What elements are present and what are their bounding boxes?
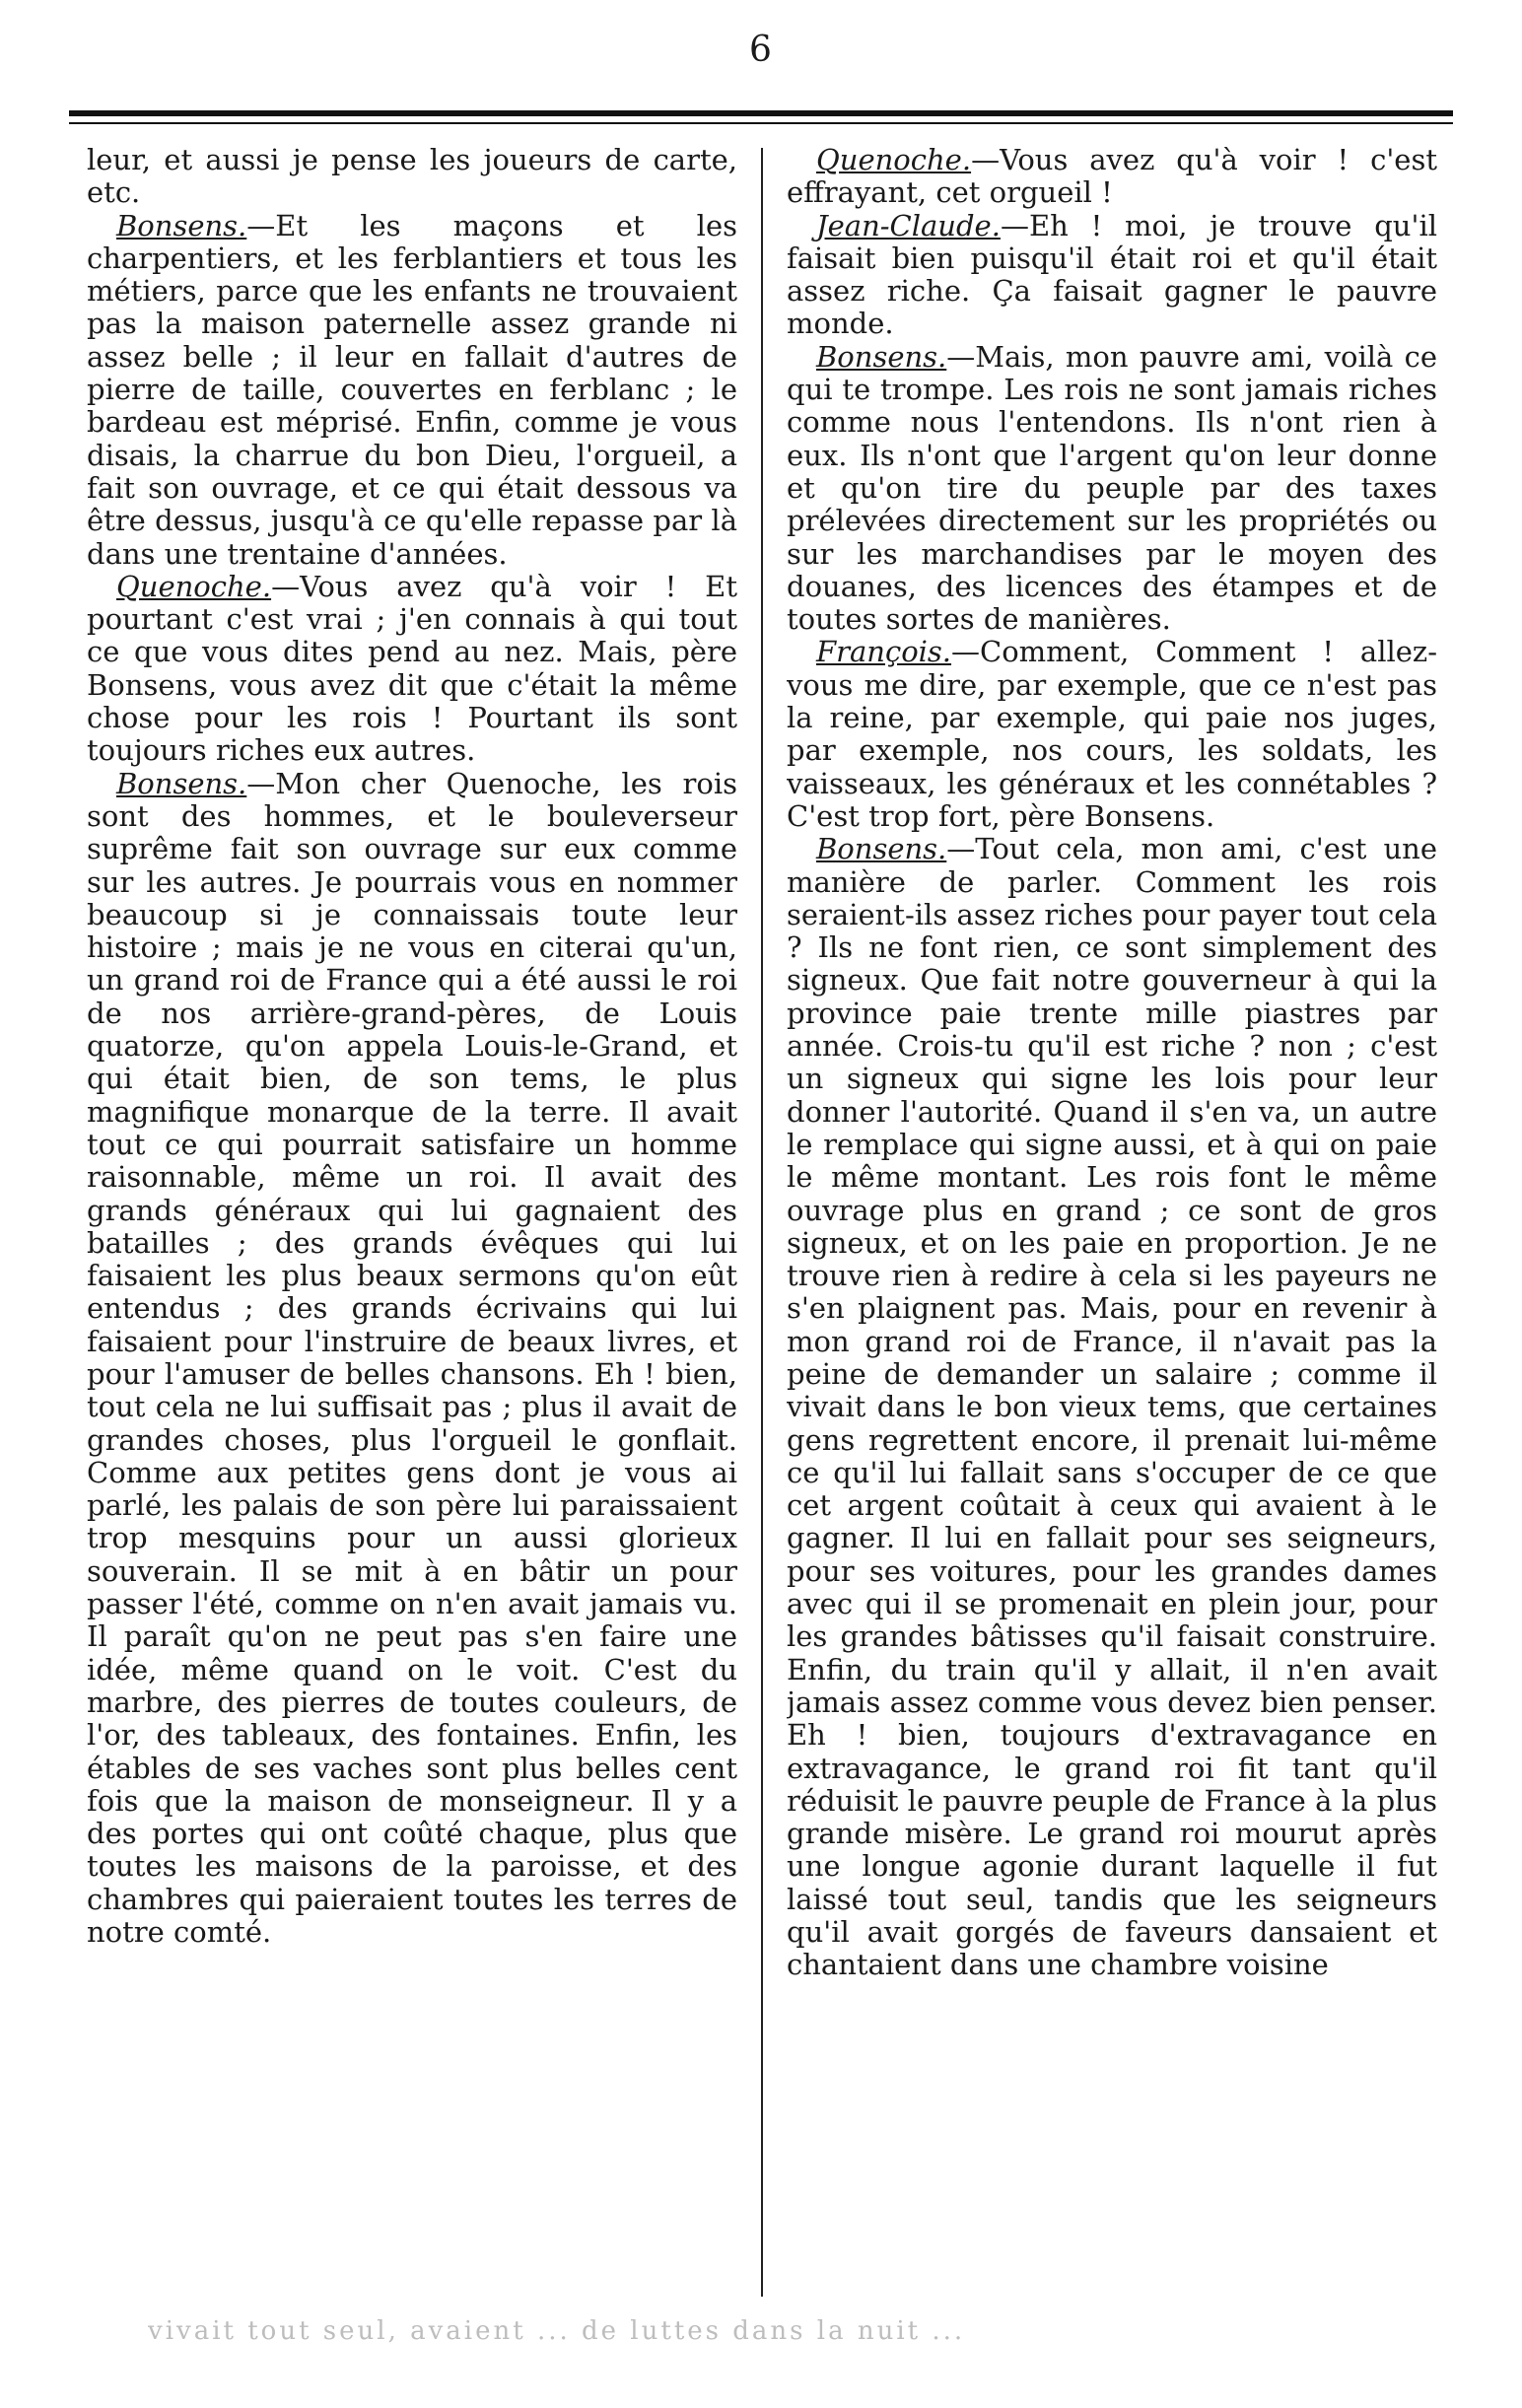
paragraph-text: —Tout cela, mon ami, c'est une manière de parler. Comment les rois seraient-ils assez riches pour payer tout cela ? Ils ne font rien, ce sont simplement des signeux. Que fait notre gouverneur à qui la province paie trente mille piastres par année. Crois-tu qu'il est riche ? non ; c'est un signeux qui signe les lois pour leur donner l'autorité. Quand il s'en va, un autre le remplace qui signe aussi, et à qui on paie le même montant. Les rois font le même ouvrage plus en grand ; ce sont de gros signeux, et on les paie en proportion. Je ne trouve rien à redire à cela si les payeurs ne s'en plaignent pas. Mais, pour en revenir à mon grand roi de France, il n'avait pas la peine de demander un salaire ; comme il vivait dans le bon vieux tems, que certaines gens regrettent encore, il prenait lui-même ce qu'il lui fallait sans s'occuper de ce que cet argent coûtait à ceux qui avaient à le gagner. Il lui en fallait pour ses seigneurs, pour ses voitures, pour les grandes dames avec qui il se promenait en plein jour, pour les grandes bâtisses qu'il faisait construire. Enfin, du train qu'il y allait, il n'en avait jamais assez comme vous devez bien penser. Eh ! bien, toujours d'extravagance en extravagance, le grand roi fit tant qu'il réduisit le pauvre peuple de France à la plus grande misère. Le grand roi mourut après une longue agonie durant laquelle il fut laissé tout seul, tandis que les seigneurs qu'il avait gorgés de faveurs dansaient et chantaient dans une chambre voisine bbox=[787, 832, 1437, 1982]
paragraph-text: —Et les maçons et les charpentiers, et les ferblantiers et tous les métiers, parce que les enfants ne trouvaient pas la maison paternelle assez grande ni assez belle ; il leur en fallait d'autres de pierre de taille, couvertes en ferblanc ; le bardeau est méprisé. Enfin, comme je vous disais, la charrue du bon Dieu, l'orgueil, a fait son ouvrage, et ce qui était dessous va être dessus, jusqu'à ce qu'elle repasse par là dans une trentaine d'années. bbox=[87, 208, 737, 571]
paragraph-text: —Comment, Comment ! allez-vous me dire, par exemple, que ce n'est pas la reine, par exemple, qui paie nos juges, par exemple, nos cours, les soldats, les vaisseaux, les généraux et les connétables ? C'est trop fort, père Bonsens. bbox=[787, 635, 1437, 833]
speaker-name: Bonsens. bbox=[116, 766, 247, 800]
paragraph bbox=[787, 210, 1437, 341]
speaker-name: François. bbox=[816, 635, 952, 669]
paragraph bbox=[787, 833, 1437, 1981]
speaker-name: Bonsens. bbox=[816, 832, 947, 866]
right-column bbox=[787, 144, 1437, 2303]
paragraph bbox=[787, 636, 1437, 833]
paragraph-text: leur, et aussi je pense les joueurs de carte, etc. bbox=[87, 144, 737, 210]
paragraph-text: —Vous avez qu'à voir ! Et pourtant c'est vrai ; j'en connais à qui tout ce que vous dites pend au nez. Mais, père Bonsens, vous avez dit que c'était la même chose pour les rois ! Pourtant ils sont toujours riches eux autres. bbox=[87, 569, 737, 768]
paragraph bbox=[87, 571, 737, 768]
speaker-name: Quenoche. bbox=[116, 569, 272, 603]
header-rule-thin bbox=[69, 122, 1453, 124]
paragraph-text: —Vous avez qu'à voir ! c'est effrayant, cet orgueil ! bbox=[787, 144, 1437, 210]
paragraph bbox=[87, 144, 737, 210]
paragraph bbox=[87, 768, 737, 1950]
paragraph-text: —Mon cher Quenoche, les rois sont des hommes, et le bouleverseur suprême fait son ouvrage sur eux comme sur les autres. Je pourrais vous en nommer beaucoup si je connaissais toute leur histoire ; mais je ne vous en citerai qu'un, un grand roi de France qui a été aussi le roi de nos arrière-grand-pères, de Louis quatorze, qu'on appela Louis-le-Grand, et qui était bien, de son tems, le plus magnifique monarque de la terre. Il avait tout ce qui pourrait satisfaire un homme raisonnable, même un roi. Il avait des grands généraux qui lui gagnaient des batailles ; des grands évêques qui lui faisaient les plus beaux sermons qu'on eût entendus ; des grands écrivains qui lui faisaient pour l'instruire de beaux livres, et pour l'amuser de belles chansons. Eh ! bien, tout cela ne lui suffisait pas ; plus il avait de grandes choses, plus l'orgueil le gonflait. Comme aux petites gens dont je vous ai parlé, les palais de son père lui paraissaient trop mesquins pour un aussi glorieux souverain. Il se mit à en bâtir un pour passer l'été, comme on n'en avait jamais vu. Il paraît qu'on ne peut pas s'en faire une idée, même quand on le voit. C'est du marbre, des pierres de toutes couleurs, de l'or, des tableaux, des fontaines. Enfin, les étables de ses vaches sont plus belles cent fois que la maison de monseigneur. Il y a des portes qui ont coûté chaque, plus que toutes les maisons de la paroisse, et des chambres qui paieraient toutes les terres de notre comté. bbox=[87, 766, 737, 1950]
speaker-name: Jean-Claude. bbox=[816, 208, 1001, 242]
speaker-name: Quenoche. bbox=[816, 144, 972, 176]
left-column bbox=[87, 144, 737, 2303]
paragraph-text: —Mais, mon pauvre ami, voilà ce qui te trompe. Les rois ne sont jamais riches comme nous l'entendons. Ils n'ont rien à eux. Ils n'ont que l'argent qu'on leur donne et qu'on tire du peuple par des taxes prélevées directement sur les propriétés ou sur les marchandises par le moyen des douanes, des licences des étampes et de toutes sortes de manières. bbox=[787, 339, 1437, 637]
paragraph bbox=[87, 210, 737, 571]
bleed-through-text: vivait tout seul, avaient ... de luttes dans la nuit ... bbox=[148, 2316, 966, 2346]
page-number: 6 bbox=[749, 30, 773, 70]
header-rule-thick bbox=[69, 110, 1453, 116]
text-columns bbox=[87, 144, 1437, 2303]
speaker-name: Bonsens. bbox=[816, 339, 947, 374]
speaker-name: Bonsens. bbox=[116, 208, 247, 242]
paragraph bbox=[787, 341, 1437, 637]
paragraph-text: —Eh ! moi, je trouve qu'il faisait bien puisqu'il était roi et qu'il était assez riche. Ça faisait gagner le pauvre monde. bbox=[787, 208, 1437, 341]
paragraph bbox=[787, 144, 1437, 210]
